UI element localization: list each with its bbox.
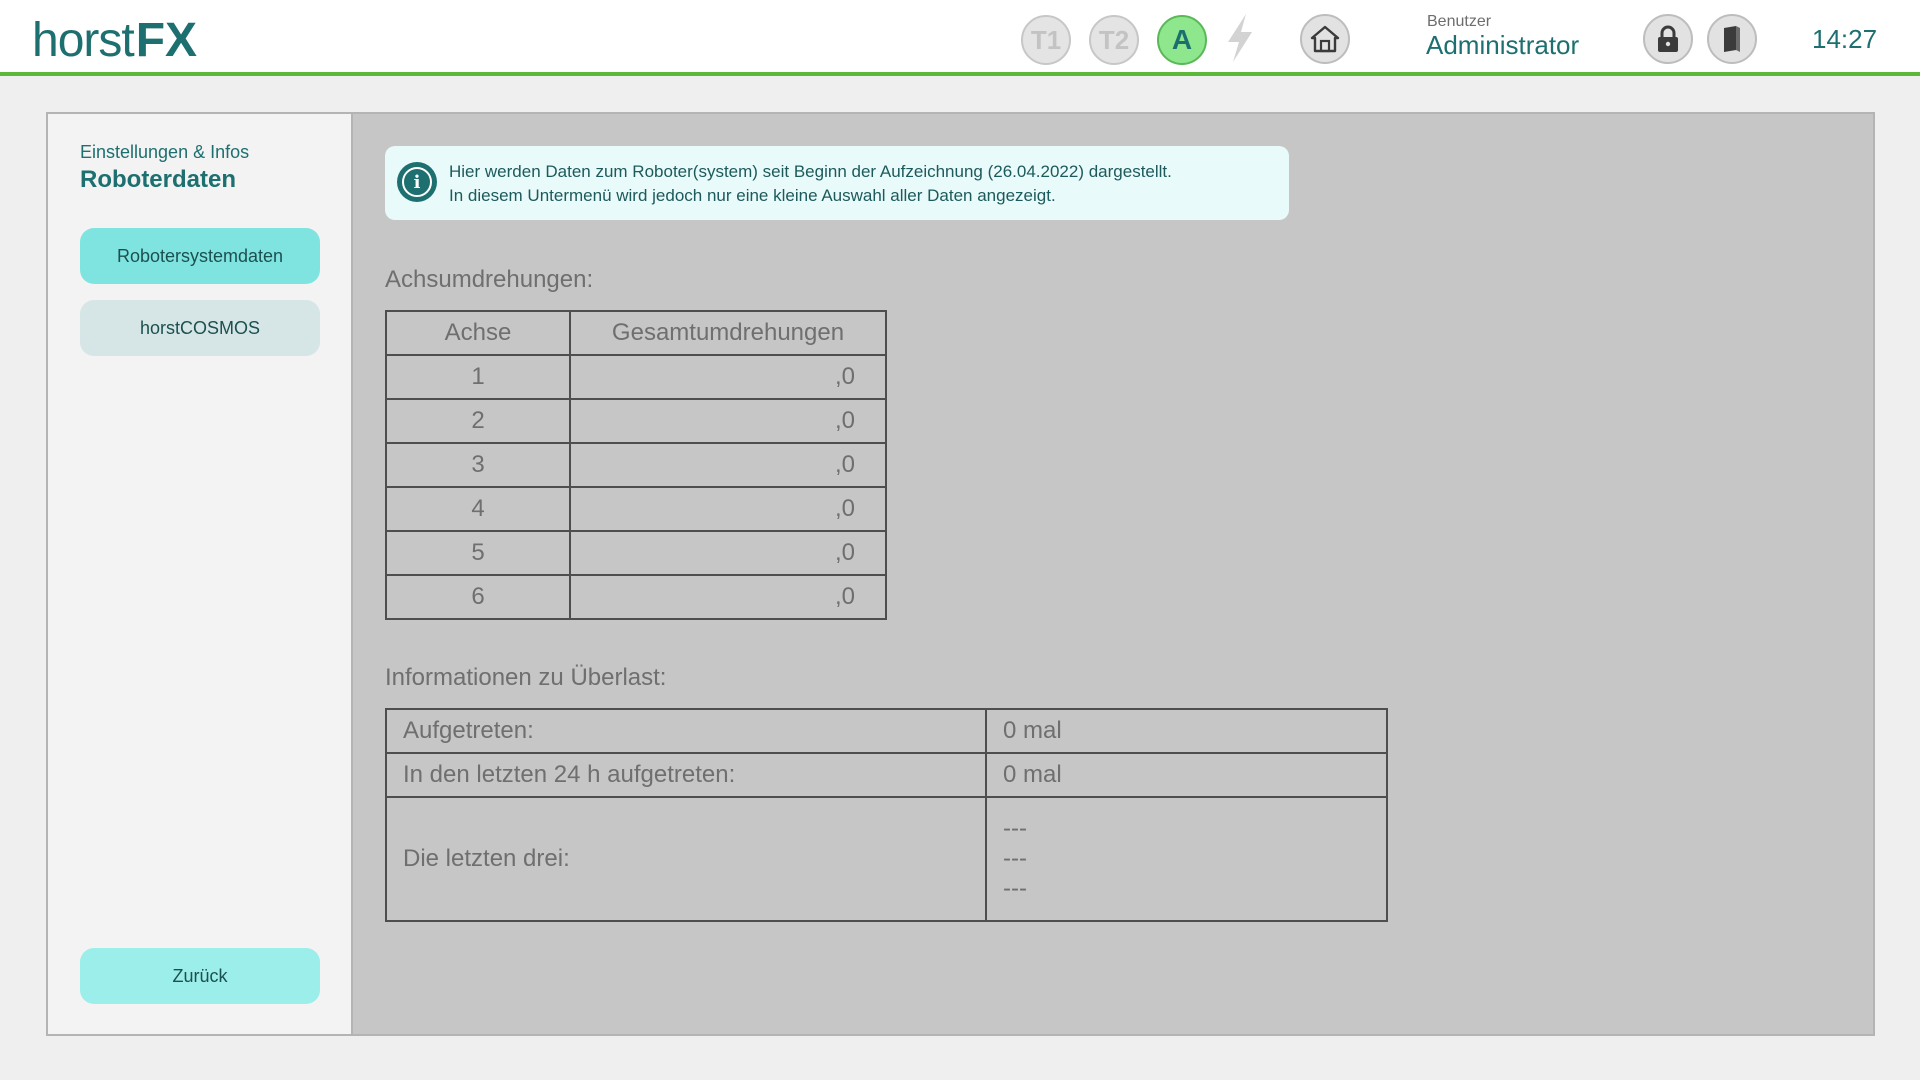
table-row [386, 531, 886, 575]
table-row [386, 399, 886, 443]
table-row [386, 443, 886, 487]
sidebar-subtitle: Einstellungen & Infos [80, 142, 250, 162]
axis-cell: 4 [386, 487, 570, 531]
table-row [386, 487, 886, 531]
lightning-icon[interactable] [1222, 12, 1258, 64]
table-row [386, 355, 886, 399]
back-button[interactable]: Zurück [80, 948, 320, 1004]
manual-button[interactable] [1707, 14, 1757, 64]
info-line-1: Hier werden Daten zum Roboter(system) seit Beginn der Aufzeichnung (26.04.2022) dargestellt. [449, 162, 1172, 181]
overload-table [385, 708, 1388, 922]
overload-label-cell: Aufgetreten: [386, 709, 986, 753]
last-three-label-cell: Die letzten drei: [386, 797, 986, 921]
last-three-values-cell [986, 797, 1387, 921]
revolutions-cell: ,0 [570, 399, 886, 443]
axis-cell: 1 [386, 355, 570, 399]
sidebar-item-robotersystemdaten[interactable]: Robotersystemdaten [80, 228, 320, 284]
axis-cell: 3 [386, 443, 570, 487]
last-three-entry: --- [1003, 845, 1027, 872]
sidebar-item-horstcosmos[interactable]: horstCOSMOS [80, 300, 320, 356]
book-icon [1720, 24, 1744, 54]
revolutions-cell: ,0 [570, 531, 886, 575]
overload-label-cell: In den letzten 24 h aufgetreten: [386, 753, 986, 797]
user-name[interactable]: Administrator [1426, 30, 1580, 60]
revolutions-cell: ,0 [570, 575, 886, 619]
sidebar-title: Roboterdaten [80, 166, 236, 193]
content-area [353, 114, 1875, 1034]
table-header-row [386, 311, 886, 355]
axis-revolutions-table [385, 310, 887, 620]
overload-section-title: Informationen zu Überlast: [385, 664, 667, 691]
mode-t1-button[interactable]: T1 [1021, 15, 1071, 65]
revolutions-cell: ,0 [570, 487, 886, 531]
overload-value-cell: 0 mal [986, 709, 1387, 753]
last-three-entry: --- [1003, 875, 1027, 902]
table-row [386, 575, 886, 619]
axis-cell: 6 [386, 575, 570, 619]
table-row [386, 709, 1387, 753]
home-button[interactable] [1300, 14, 1350, 64]
axis-cell: 2 [386, 399, 570, 443]
info-box [385, 146, 1289, 220]
revolutions-cell: ,0 [570, 355, 886, 399]
column-header-total-revolutions: Gesamtumdrehungen [570, 311, 886, 355]
sidebar [48, 114, 353, 1034]
table-row [386, 753, 1387, 797]
main-panel [46, 112, 1875, 1036]
user-label: Benutzer [1427, 13, 1492, 30]
axis-cell: 5 [386, 531, 570, 575]
last-three-entry: --- [1003, 815, 1027, 842]
info-icon: i [397, 162, 437, 202]
table-row [386, 797, 1387, 921]
lock-button[interactable] [1643, 14, 1693, 64]
column-header-axis: Achse [386, 311, 570, 355]
mode-t2-button[interactable]: T2 [1089, 15, 1139, 65]
info-line-2: In diesem Untermenü wird jedoch nur eine kleine Auswahl aller Daten angezeigt. [449, 186, 1056, 205]
top-bar [0, 0, 1920, 76]
axis-section-title: Achsumdrehungen: [385, 266, 594, 293]
lock-icon [1655, 24, 1681, 54]
revolutions-cell: ,0 [570, 443, 886, 487]
home-icon [1310, 25, 1340, 53]
mode-automatic-button[interactable]: A [1157, 15, 1207, 65]
clock: 14:27 [1812, 24, 1878, 54]
horstfx-logo: horstFX [32, 14, 198, 67]
overload-value-cell: 0 mal [986, 753, 1387, 797]
